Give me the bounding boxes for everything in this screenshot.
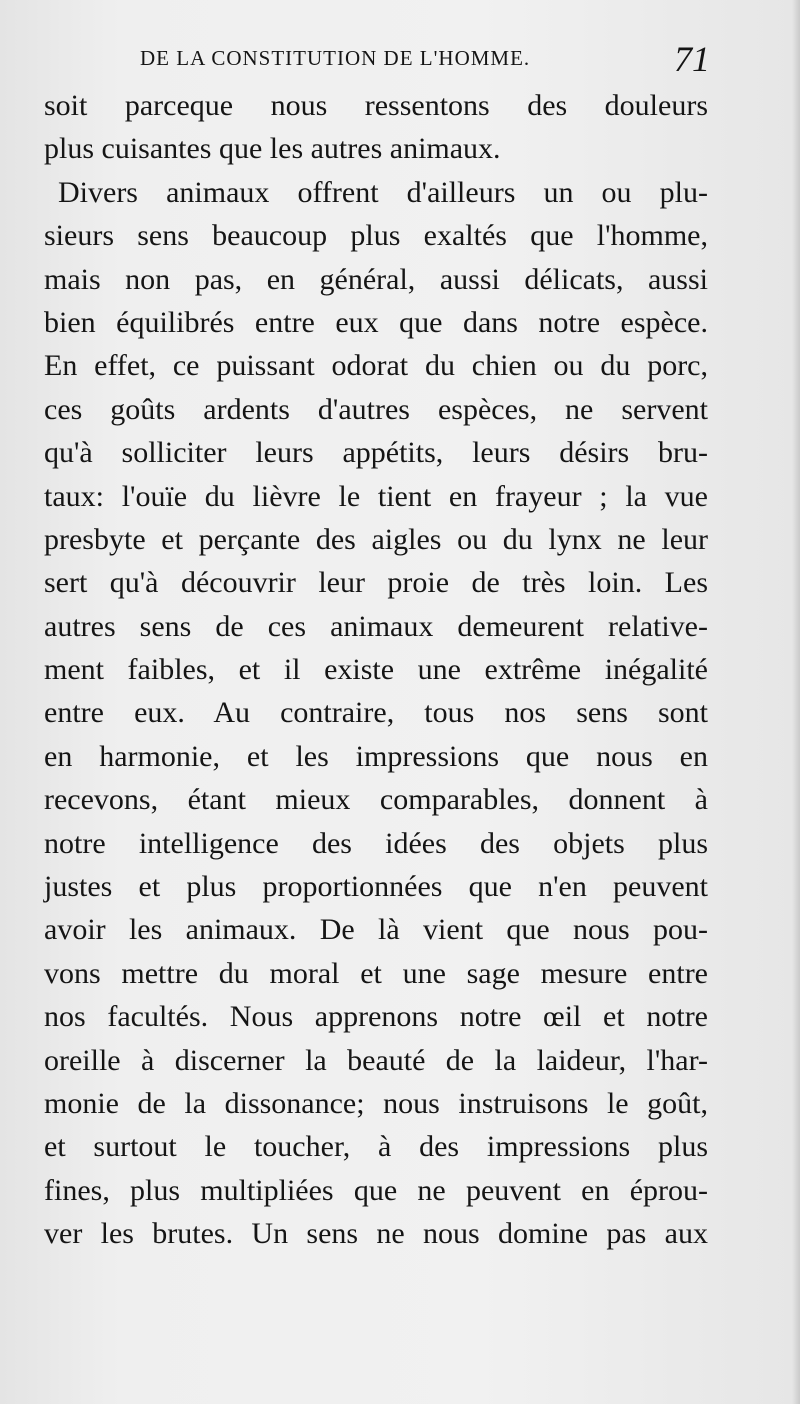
text-line: nos facultés. Nous apprenons notre œil et notre bbox=[44, 1000, 708, 1034]
text-line: monie de la dissonance; nous instruisons le goût, bbox=[44, 1086, 708, 1120]
text-line: oreille à discerner la beauté de la laideur, l'har- bbox=[44, 1043, 708, 1077]
text-line: En effet, ce puissant odorat du chien ou du porc, bbox=[44, 349, 708, 383]
text-line: sieurs sens beaucoup plus exaltés que l'homme, bbox=[44, 219, 708, 253]
text-line: avoir les animaux. De là vient que nous pou- bbox=[44, 913, 708, 947]
text-line: justes et plus proportionnées que n'en peuvent bbox=[44, 870, 708, 904]
text-line: entre eux. Au contraire, tous nos sens sont bbox=[44, 696, 708, 730]
text-line: taux: l'ouïe du lièvre le tient en frayeur ; la vue bbox=[44, 479, 708, 513]
text-line: ver les brutes. Un sens ne nous domine pas aux bbox=[44, 1217, 708, 1251]
text-line: vons mettre du moral et une sage mesure entre bbox=[44, 956, 708, 990]
running-title: DE LA CONSTITUTION DE L'HOMME. bbox=[140, 46, 531, 70]
text-line: bien équilibrés entre eux que dans notre espèce. bbox=[44, 305, 708, 339]
body-text bbox=[44, 84, 708, 1256]
text-line: notre intelligence des idées des objets plus bbox=[44, 826, 708, 860]
page-header bbox=[140, 39, 710, 79]
text-line: sert qu'à découvrir leur proie de très loin. Les bbox=[44, 566, 708, 600]
text-line: recevons, étant mieux comparables, donnent à bbox=[44, 783, 708, 817]
text-line: et surtout le toucher, à des impressions plus bbox=[44, 1130, 708, 1164]
text-line: fines, plus multipliées que ne peuvent en éprou- bbox=[44, 1173, 708, 1207]
text-line: soit parceque nous ressentons des douleurs bbox=[44, 89, 708, 122]
text-line: autres sens de ces animaux demeurent relative- bbox=[44, 609, 708, 643]
text-line: presbyte et perçante des aigles ou du lynx ne leur bbox=[44, 522, 708, 556]
text-line: plus cuisantes que les autres animaux. bbox=[44, 132, 501, 166]
text-line: mais non pas, en général, aussi délicats, aussi bbox=[44, 262, 708, 296]
paragraph-start-line: Divers animaux offrent d'ailleurs un ou plu- bbox=[58, 175, 708, 209]
page-number: 71 bbox=[674, 39, 710, 79]
text-line: qu'à solliciter leurs appétits, leurs désirs bru- bbox=[44, 436, 708, 470]
text-line: ment faibles, et il existe une extrême inégalité bbox=[44, 653, 708, 687]
text-line: ces goûts ardents d'autres espèces, ne servent bbox=[44, 392, 708, 426]
text-line: en harmonie, et les impressions que nous en bbox=[44, 739, 708, 773]
